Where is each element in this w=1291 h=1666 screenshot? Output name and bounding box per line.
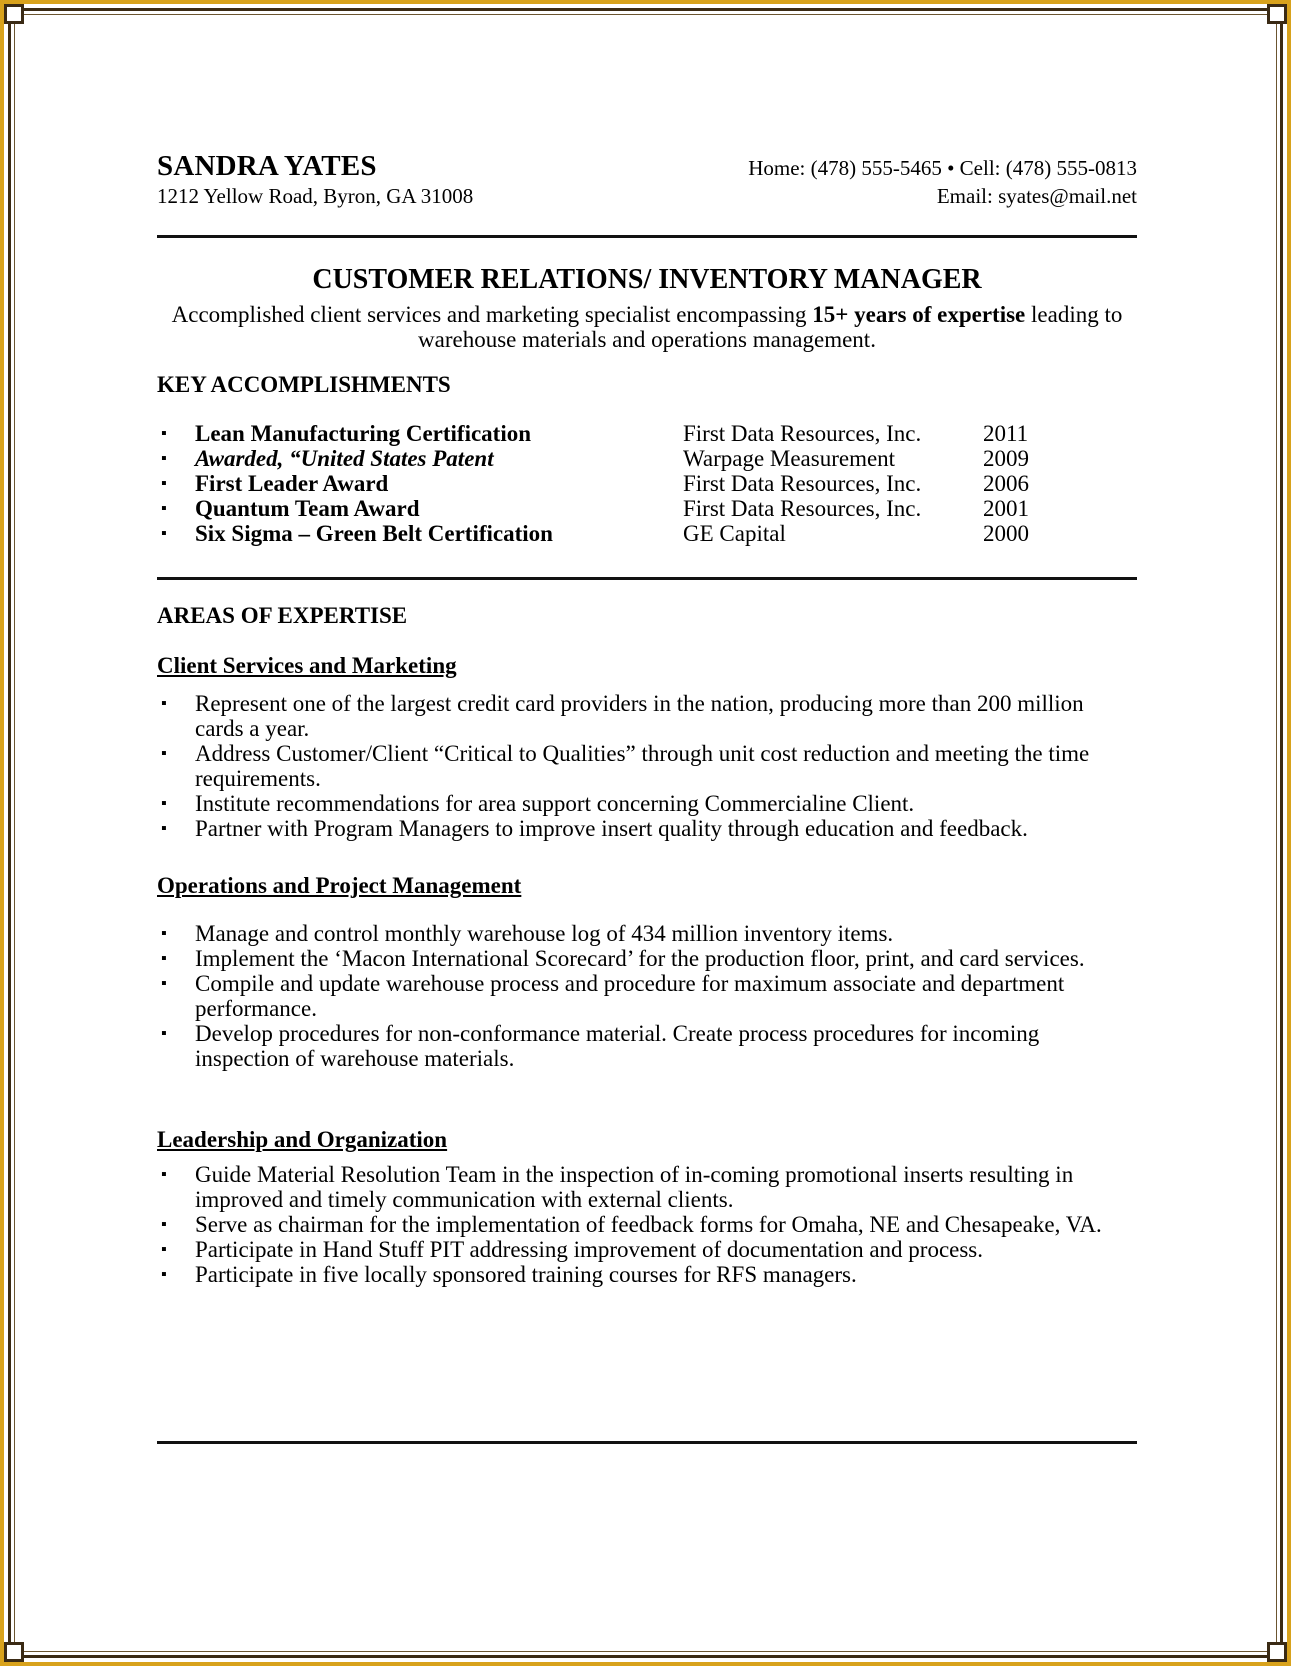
frame-corner <box>1267 4 1287 24</box>
list-item <box>157 791 1137 816</box>
accomplishment-title: Lean Manufacturing Certification <box>195 421 532 446</box>
list-item <box>157 921 1137 946</box>
bullet-icon: ▪ <box>161 975 167 992</box>
accomplishment-year: 2011 <box>983 421 1029 446</box>
areas-of-expertise-heading: AREAS OF EXPERTISE <box>157 603 408 628</box>
list-item <box>157 741 1137 791</box>
summary-text-end: leading to warehouse materials and operations management. <box>418 302 1123 352</box>
operations-list <box>157 921 1137 1071</box>
list-item-text: Manage and control monthly warehouse log of 434 million inventory items. <box>195 921 894 946</box>
accomplishment-year: 2001 <box>983 496 1029 521</box>
job-title: CUSTOMER RELATIONS/ INVENTORY MANAGER <box>312 264 982 295</box>
accomplishment-organization: First Data Resources, Inc. <box>683 471 922 496</box>
list-item <box>157 1021 1137 1071</box>
summary-text: Accomplished client services and marketing specialist encompassing <box>171 302 813 327</box>
key-accomplishments-heading: KEY ACCOMPLISHMENTS <box>157 372 451 397</box>
accomplishment-organization: First Data Resources, Inc. <box>683 496 922 521</box>
bullet-icon: ▪ <box>161 1166 167 1183</box>
email-address: Email: syates@mail.net <box>936 184 1137 208</box>
client-services-list <box>157 691 1137 841</box>
operations-heading: Operations and Project Management <box>157 873 522 898</box>
accomplishment-row <box>157 496 1137 521</box>
bullet-icon: ▪ <box>161 950 167 967</box>
list-item <box>157 1212 1137 1237</box>
list-item-text: Develop procedures for non-conformance material. Create process procedures for incoming inspection of warehouse materials. <box>195 1021 1040 1071</box>
list-item-text: Participate in Hand Stuff PIT addressing improvement of documentation and process. <box>195 1237 984 1262</box>
bullet-icon: ▪ <box>161 745 167 762</box>
accomplishment-row <box>157 446 1137 471</box>
bullet-icon: ▪ <box>161 1216 167 1233</box>
list-item <box>157 691 1137 741</box>
bullet-icon: ▪ <box>161 820 167 837</box>
accomplishment-title: First Leader Award <box>195 471 389 496</box>
leadership-list <box>157 1162 1137 1287</box>
bullet-icon: ▪ <box>161 925 167 942</box>
list-item-text: Implement the ‘Macon International Scorecard’ for the production floor, print, and card services. <box>195 946 1085 971</box>
accomplishment-row <box>157 471 1137 496</box>
list-item-text: Institute recommendations for area support concerning Commercialine Client. <box>195 791 915 816</box>
accomplishments-list <box>157 421 1137 546</box>
frame-corner <box>4 4 24 24</box>
bullet-icon: ▪ <box>161 500 167 517</box>
list-item <box>157 946 1137 971</box>
frame-corner <box>1267 1642 1287 1662</box>
accomplishment-year: 2000 <box>983 521 1029 546</box>
bullet-icon: ▪ <box>161 1025 167 1042</box>
list-item <box>157 1162 1137 1212</box>
accomplishment-title: Awarded, “United States Patent <box>195 446 494 471</box>
list-item-text: Compile and update warehouse process and procedure for maximum associate and department performance. <box>195 971 1065 1021</box>
leadership-heading: Leadership and Organization <box>157 1127 448 1152</box>
bullet-icon: ▪ <box>161 475 167 492</box>
list-item-text: Partner with Program Managers to improve insert quality through education and feedback. <box>195 816 1028 841</box>
accomplishment-organization: First Data Resources, Inc. <box>683 421 922 446</box>
list-item-text: Address Customer/Client “Critical to Qualities” through unit cost reduction and meeting the time requirements. <box>195 741 1090 791</box>
bullet-icon: ▪ <box>161 450 167 467</box>
bullet-icon: ▪ <box>161 1266 167 1283</box>
bullet-icon: ▪ <box>161 425 167 442</box>
divider <box>157 235 1137 238</box>
list-item <box>157 971 1137 1021</box>
list-item-text: Represent one of the largest credit card providers in the nation, producing more than 200 million cards a year. <box>195 691 1084 741</box>
frame-corner <box>4 1642 24 1662</box>
list-item <box>157 816 1137 841</box>
summary-highlight: 15+ years of expertise <box>812 302 1026 327</box>
candidate-name: SANDRA YATES <box>157 150 377 182</box>
accomplishment-year: 2006 <box>983 471 1029 496</box>
bullet-icon: ▪ <box>161 1241 167 1258</box>
list-item-text: Participate in five locally sponsored training courses for RFS managers. <box>195 1262 857 1287</box>
accomplishment-organization: GE Capital <box>683 521 786 546</box>
accomplishment-row <box>157 421 1137 446</box>
list-item-text: Guide Material Resolution Team in the inspection of in-coming promotional inserts resulting in improved and timely communication with external clients. <box>195 1162 1074 1212</box>
candidate-address: 1212 Yellow Road, Byron, GA 31008 <box>157 184 474 208</box>
bullet-icon: ▪ <box>161 795 167 812</box>
accomplishment-title: Six Sigma – Green Belt Certification <box>195 521 553 546</box>
accomplishment-title: Quantum Team Award <box>195 496 420 521</box>
bullet-icon: ▪ <box>161 695 167 712</box>
list-item <box>157 1237 1137 1262</box>
summary <box>157 302 1137 352</box>
phone-numbers: Home: (478) 555-5465 • Cell: (478) 555-0813 <box>748 156 1137 180</box>
bullet-icon: ▪ <box>161 525 167 542</box>
accomplishment-row <box>157 521 1137 546</box>
client-services-heading: Client Services and Marketing <box>157 653 457 678</box>
accomplishment-year: 2009 <box>983 446 1029 471</box>
list-item <box>157 1262 1137 1287</box>
divider <box>157 1441 1137 1444</box>
divider <box>157 577 1137 580</box>
accomplishment-organization: Warpage Measurement <box>683 446 896 471</box>
list-item-text: Serve as chairman for the implementation of feedback forms for Omaha, NE and Chesapeake, VA. <box>195 1212 1102 1237</box>
